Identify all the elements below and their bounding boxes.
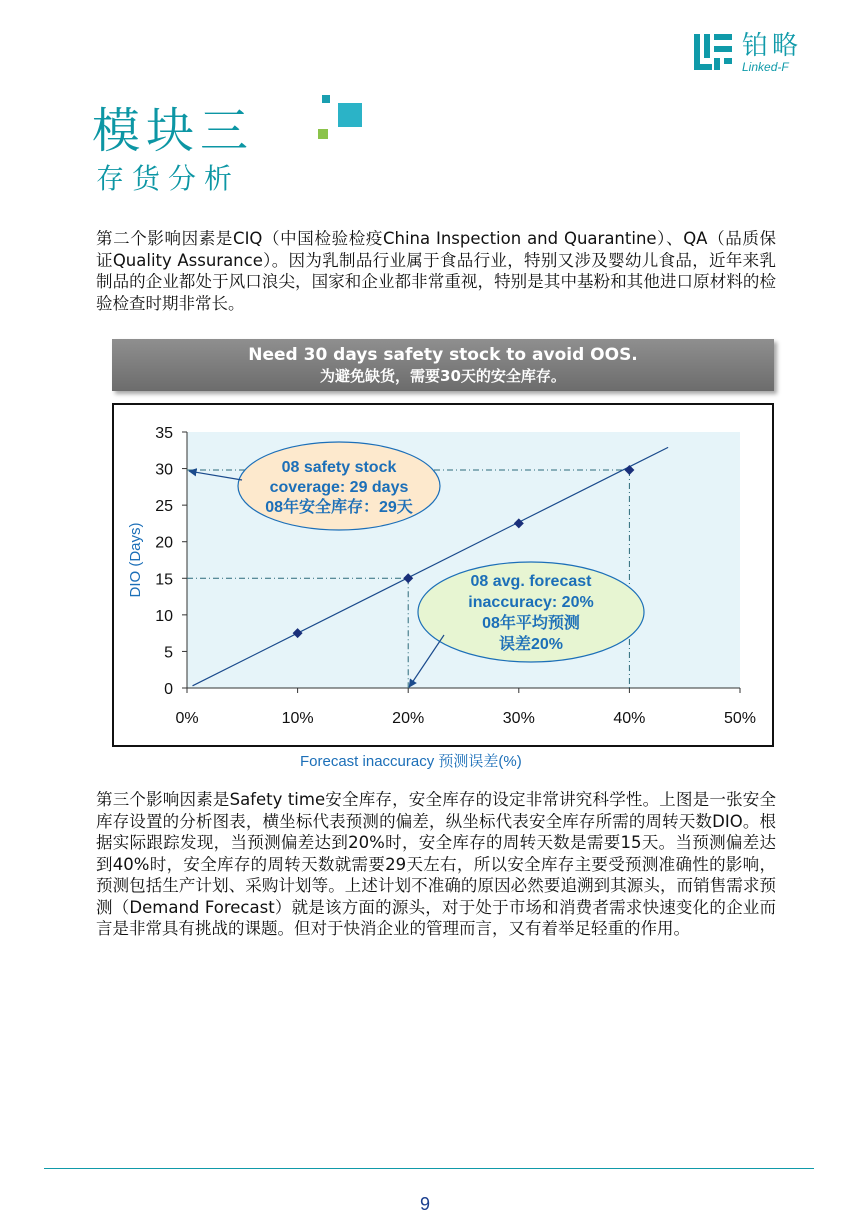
page-number: 9 — [419, 1194, 430, 1214]
chart-banner-line2: 为避免缺货，需要30天的安全库存。 — [320, 367, 566, 385]
logo-name-cn: 铂略 — [742, 31, 803, 61]
chart-banner — [112, 339, 774, 391]
y-tick-label: 20 — [155, 534, 173, 552]
y-tick-label: 10 — [155, 607, 173, 625]
x-tick-label: 20% — [392, 710, 425, 727]
callout-forecast-inaccuracy-text: 08 avg. forecast — [470, 573, 592, 590]
y-tick-label: 30 — [155, 461, 173, 479]
decorative-squares-icon — [318, 95, 366, 145]
callout-safety-stock-text: 08 safety stock — [281, 459, 397, 476]
y-tick-label: 5 — [164, 644, 173, 662]
x-tick-label: 0% — [175, 710, 199, 727]
logo-mark-icon — [692, 30, 736, 74]
callout-safety-stock-text: 08年安全库存：29天 — [265, 499, 413, 516]
x-tick-label: 40% — [613, 710, 646, 727]
intro-paragraph: 第二个影响因素是CIQ（中国检验检疫China Inspection and Quarantine）、QA（品质保证Quality Assurance）。因为乳制品行业属于食品行业，特别又涉及婴幼儿食品，近年来乳制品的企业都处于风口浪尖，国家和企业都非常重视，特别是其中基粉和其他进口原材料的检验检查时期非常长。 — [96, 229, 776, 313]
chart-banner-line1: Need 30 days safety stock to avoid OOS. — [248, 345, 638, 365]
callout-forecast-inaccuracy-text: 08年平均预测 — [482, 615, 580, 632]
body-paragraph: 第三个影响因素是Safety time安全库存，安全库存的设定非常讲究科学性。上图是一张安全库存设置的分析图表，横坐标代表预测的偏差，纵坐标代表安全库存所需的周转天数DIO。根据实际跟踪发现，当预测偏差达到20%时，安全库存的周转天数是需要15天。当预测偏差达到40%时，安全库存的周转天数就需要29天左右，所以安全库存主要受预测准确性的影响，预测包括生产计划、采购计划等。上述计划不准确的原因必然要追溯到其源头，而销售需求预测（Demand Forecast）就是该方面的源头，对于处于市场和消费者需求快速变化的企业而言是非常具有挑战的课题。但对于快消企业的管理而言，又有着举足轻重的作用。 — [96, 790, 776, 938]
y-tick-label: 35 — [155, 425, 173, 442]
x-tick-label: 10% — [281, 710, 314, 727]
logo-name-en: Linked-F — [742, 60, 789, 74]
y-tick-label: 25 — [155, 498, 173, 516]
callout-safety-stock-text: coverage: 29 days — [269, 479, 409, 496]
y-tick-label: 15 — [155, 571, 173, 589]
x-tick-label: 30% — [502, 710, 535, 727]
callout-forecast-inaccuracy-text: inaccuracy: 20% — [468, 594, 594, 611]
callout-forecast-inaccuracy-text: 误差20% — [498, 636, 564, 653]
footer-divider — [44, 1168, 814, 1169]
page-title: 模块三 — [92, 103, 255, 159]
x-tick-label: 50% — [723, 710, 757, 727]
chart-x-axis-label: Forecast inaccuracy 预测误差(%) — [300, 753, 522, 770]
y-tick-label: 0 — [164, 681, 173, 698]
safety-stock-chart — [114, 405, 772, 745]
brand-logo — [692, 30, 812, 74]
y-axis-label: DIO (Days) — [127, 522, 144, 598]
chart-frame — [112, 403, 774, 747]
page-subtitle: 存货分析 — [96, 162, 241, 195]
